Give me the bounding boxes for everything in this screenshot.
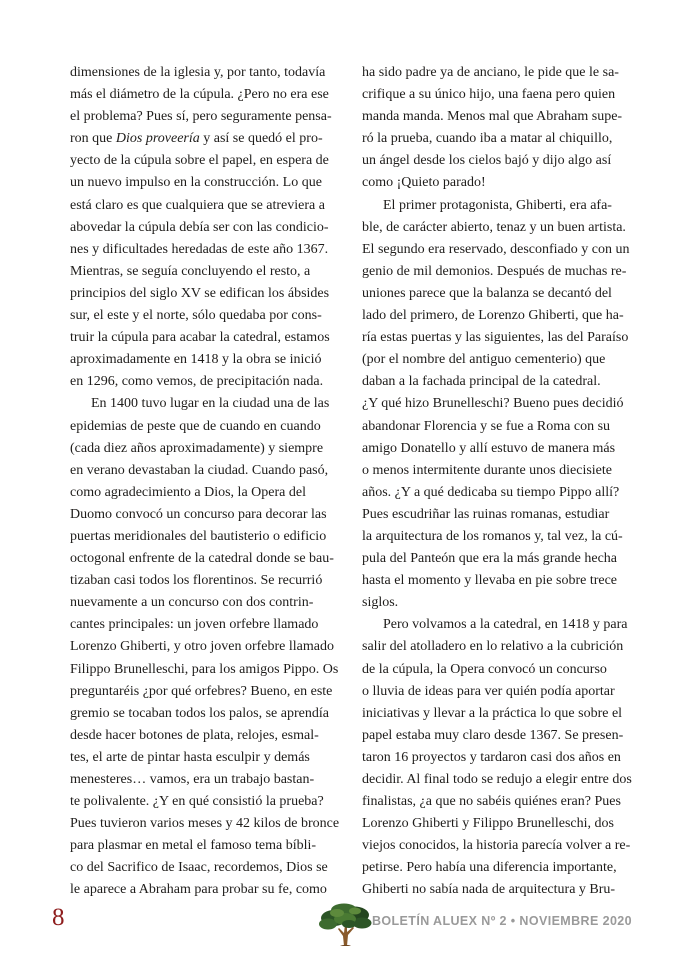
tree-logo-icon — [316, 902, 374, 950]
text-line: yecto de la cúpula sobre el papel, en espera de — [70, 153, 329, 169]
text-line: Lorenzo Ghiberti, y otro joven orfebre llamado — [70, 639, 334, 655]
text-line: genio de mil demonios. Después de muchas re- — [362, 263, 627, 279]
text-line: más el diámetro de la cúpula. ¿Pero no era ese — [70, 87, 329, 103]
text-line: El primer protagonista, Ghiberti, era afa- — [383, 197, 612, 213]
text-columns — [70, 62, 632, 902]
text-line: salir del atolladero en lo relativo a la cubrición — [362, 639, 624, 655]
text-column-left — [70, 62, 340, 902]
text-line: ría estas puertas y las siguientes, las del Paraíso — [362, 330, 629, 346]
text-line: hasta el momento y llevaba en pie sobre trece — [362, 573, 618, 589]
text-line: taron 16 proyectos y tardaron casi dos años en — [362, 749, 621, 765]
text-line: Mientras, se seguía concluyendo el resto, a — [70, 263, 311, 279]
text-line: decidir. Al final todo se redujo a elegir entre dos — [362, 772, 632, 787]
text-line: papel estaba muy claro desde 1367. Se presen- — [362, 727, 624, 743]
text-line: tes, el arte de pintar hasta esculpir y demás — [70, 749, 310, 765]
page-number: 8 — [52, 904, 65, 931]
text-line: gremio se tocaban todos los palos, se aprendía — [70, 705, 329, 721]
text-line: la arquitectura de los romanos y, tal vez, la cú- — [362, 528, 623, 544]
text-line: como ¡Quieto parado! — [362, 175, 486, 191]
text-line: epidemias de peste que de cuando en cuando — [70, 418, 321, 434]
text-line: viejos conocidos, la historia parecía volver a re- — [362, 838, 631, 854]
text-line: abandonar Florencia y se fue a Roma con su — [362, 418, 611, 434]
text-line: sur, el este y el norte, sólo quedaba por cons- — [70, 308, 322, 324]
text-line: co del Sacrifico de Isaac, recordemos, Dios se — [70, 860, 328, 876]
text-line: En 1400 tuvo lugar en la ciudad una de las — [91, 396, 330, 412]
text-line: de la cúpula, la Opera convocó un concurso — [362, 661, 607, 677]
text-line: o lluvia de ideas para ver quién podía aportar — [362, 683, 615, 699]
text-line: truir la cúpula para acabar la catedral, estamos — [70, 330, 330, 346]
text-line: (por el nombre del antiguo cementerio) que — [362, 352, 606, 368]
text-line: le aparece a Abraham para probar su fe, como — [70, 882, 327, 898]
bulletin-footer-text: BOLETÍN ALUEX Nº 2 • NOVIEMBRE 2020 — [371, 914, 632, 928]
text-line: desde hacer botones de plata, relojes, esmal- — [70, 727, 319, 743]
text-line: Pues tuvieron varios meses y 42 kilos de bronce — [70, 816, 340, 832]
text-line: lado del primero, de Lorenzo Ghiberti, que ha- — [362, 308, 624, 324]
text-line: Ghiberti no sabía nada de arquitectura y Bru- — [362, 882, 616, 898]
text-line: Pues escudriñar las ruinas romanas, estudiar — [362, 506, 610, 522]
text-line: Duomo convocó un concurso para decorar las — [70, 506, 327, 522]
text-line: en verano devastaban la ciudad. Cuando pasó, — [70, 462, 329, 478]
text-line: (cada diez años aproximadamente) y siempre — [70, 440, 324, 456]
text-line: abovedar la cúpula debía ser con las condicio- — [70, 219, 329, 235]
text-line: un nuevo impulso en la construcción. Lo que — [70, 175, 322, 191]
text-line: pula del Panteón que era la más grande hecha — [362, 551, 618, 567]
text-line: nes y dificultades heredadas de este año 1367. — [70, 241, 329, 257]
text-line: uniones parece que la balanza se decantó del — [362, 285, 612, 301]
text-line: para plasmar en metal el famoso tema bíbli- — [70, 838, 317, 854]
text-line: como agradecimiento a Dios, la Opera del — [70, 484, 306, 500]
text-line: ron que Dios proveería y así se quedó el pro- — [70, 131, 323, 147]
text-line: amigo Donatello y allí estuvo de manera más — [362, 440, 616, 456]
text-line: ha sido padre ya de anciano, le pide que le sa- — [362, 65, 619, 80]
text-line: aproximadamente en 1418 y la obra se inició — [70, 352, 322, 368]
text-line: ¿Y qué hizo Brunelleschi? Bueno pues decidió — [362, 396, 624, 412]
text-line: siglos. — [362, 595, 399, 611]
text-line: octogonal enfrente de la catedral donde se bau- — [70, 551, 334, 567]
text-line: crifique a su único hijo, una faena pero quien — [362, 87, 616, 103]
text-line: ró la prueba, cuando iba a matar al chiquillo, — [362, 131, 613, 147]
text-column-right — [362, 62, 632, 902]
text-line: te polivalente. ¿Y en qué consistió la prueba? — [70, 794, 324, 810]
text-line: está claro es que cualquiera que se atreviera a — [70, 197, 325, 213]
text-line: nuevamente a un concurso con dos contrin- — [70, 595, 314, 611]
page-footer — [0, 898, 700, 958]
text-line: daban a la fachada principal de la catedral. — [362, 374, 601, 390]
text-line: tizaban casi todos los florentinos. Se recurrió — [70, 573, 323, 589]
text-line: un ángel desde los cielos bajó y dijo algo así — [362, 153, 612, 169]
text-line: Pero volvamos a la catedral, en 1418 y para — [383, 617, 628, 633]
text-line: Filippo Brunelleschi, para los amigos Pippo. Os — [70, 661, 339, 677]
text-line: o menos intermitente durante unos diecisiete — [362, 462, 612, 478]
text-line: en 1296, como vemos, de precipitación nada. — [70, 374, 324, 390]
text-line: ble, de carácter abierto, tenaz y un buen artista. — [362, 219, 626, 235]
text-line: cantes principales: un joven orfebre llamado — [70, 617, 319, 633]
text-line: El segundo era reservado, desconfiado y con un — [362, 241, 630, 257]
text-line: iniciativas y llevar a la práctica lo que sobre el — [362, 705, 623, 721]
text-line: finalistas, ¿a que no sabéis quiénes eran? Pues — [362, 794, 621, 810]
text-line: dimensiones de la iglesia y, por tanto, todavía — [70, 65, 326, 80]
text-line: manda manda. Menos mal que Abraham supe- — [362, 109, 623, 125]
text-line: el problema? Pues sí, pero seguramente pensa- — [70, 109, 332, 125]
text-line: preguntaréis ¿por qué orfebres? Bueno, en este — [70, 683, 333, 699]
text-line: puertas meridionales del bautisterio o edificio — [70, 528, 327, 544]
text-line: años. ¿Y a qué dedicaba su tiempo Pippo allí? — [362, 484, 620, 500]
text-line: Lorenzo Ghiberti y Filippo Brunelleschi, dos — [362, 816, 614, 832]
text-line: petirse. Pero había una diferencia importante, — [362, 860, 617, 876]
text-line: principios del siglo XV se edifican los ábsides — [70, 285, 330, 301]
text-line: menesteres… vamos, era un trabajo bastan- — [70, 772, 315, 787]
